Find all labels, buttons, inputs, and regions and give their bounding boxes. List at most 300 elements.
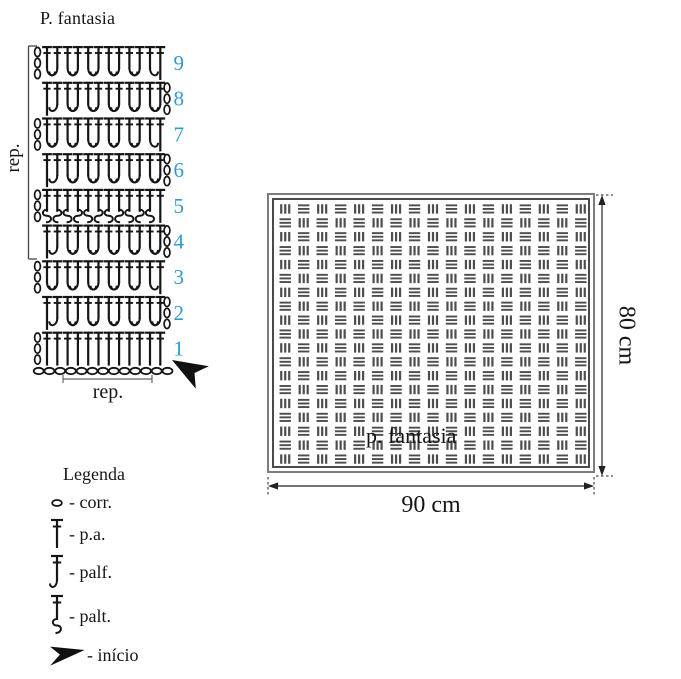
horizontal-bars-symbol — [446, 455, 457, 464]
vertical-bars-symbol — [428, 204, 438, 213]
horizontal-bars-symbol — [464, 246, 475, 255]
horizontal-bars-symbol — [575, 441, 586, 450]
legend-item-label: - p.a. — [69, 523, 106, 544]
vertical-bars-symbol — [372, 218, 382, 227]
horizontal-bars-symbol — [280, 274, 291, 283]
legend-item-chain — [45, 489, 215, 516]
vertical-bars-symbol — [446, 274, 456, 283]
vertical-bars-symbol — [502, 288, 512, 297]
vertical-bars-symbol — [372, 413, 382, 422]
chart-row-1 — [35, 333, 166, 366]
horizontal-bars-symbol — [575, 413, 586, 422]
legend — [45, 464, 215, 671]
start-arrow-icon — [45, 643, 87, 667]
vertical-bars-symbol — [280, 343, 290, 352]
vertical-bars-symbol — [465, 343, 475, 352]
horizontal-bars-symbol — [520, 316, 531, 325]
vertical-bars-symbol — [280, 315, 290, 324]
horizontal-bars-symbol — [501, 246, 512, 255]
horizontal-bars-symbol — [483, 399, 494, 408]
vertical-bars-symbol — [576, 204, 586, 213]
horizontal-bars-symbol — [390, 413, 401, 422]
vertical-bars-symbol — [539, 315, 549, 324]
vertical-bars-symbol — [557, 218, 567, 227]
vertical-bars-symbol — [502, 454, 512, 463]
vertical-bars-symbol — [428, 232, 438, 241]
vertical-bars-symbol — [539, 204, 549, 213]
horizontal-bars-symbol — [335, 427, 346, 436]
horizontal-bars-symbol — [501, 218, 512, 227]
horizontal-bars-symbol — [316, 357, 327, 366]
vertical-bars-symbol — [465, 454, 475, 463]
horizontal-bars-symbol — [335, 204, 346, 213]
vertical-bars-symbol — [280, 399, 290, 408]
vertical-bars-symbol — [446, 413, 456, 422]
horizontal-bars-symbol — [335, 260, 346, 269]
vertical-bars-symbol — [317, 427, 327, 436]
vertical-bars-symbol — [372, 302, 382, 311]
vertical-bars-symbol — [336, 440, 346, 449]
horizontal-bars-symbol — [427, 274, 438, 283]
horizontal-bars-symbol — [464, 385, 475, 394]
vertical-bars-symbol — [520, 302, 530, 311]
horizontal-bars-symbol — [335, 371, 346, 380]
vertical-bars-symbol — [391, 454, 401, 463]
chart-row-6 — [42, 154, 170, 187]
chart-row-8 — [42, 83, 170, 116]
horizontal-bars-symbol — [316, 441, 327, 450]
row-number-8: 8 — [173, 86, 184, 111]
vertical-bars-symbol — [317, 454, 327, 463]
horizontal-bars-symbol — [298, 204, 309, 213]
vertical-bars-symbol — [576, 371, 586, 380]
horizontal-bars-symbol — [298, 232, 309, 241]
vertical-bars-symbol — [483, 274, 493, 283]
vertical-bars-symbol — [409, 385, 419, 394]
horizontal-bars-symbol — [520, 260, 531, 269]
horizontal-bars-symbol — [298, 343, 309, 352]
horizontal-bars-symbol — [409, 371, 420, 380]
vertical-bars-symbol — [539, 260, 549, 269]
legend-item-palt — [45, 593, 215, 639]
vertical-bars-symbol — [299, 413, 309, 422]
horizontal-bars-symbol — [464, 274, 475, 283]
vertical-bars-symbol — [557, 246, 567, 255]
vertical-bars-symbol — [299, 218, 309, 227]
vertical-bars-symbol — [520, 440, 530, 449]
horizontal-bars-symbol — [372, 288, 383, 297]
legend-title: Legenda — [63, 464, 125, 484]
horizontal-bars-symbol — [390, 302, 401, 311]
vertical-bars-symbol — [336, 413, 346, 422]
chart-row-2 — [42, 297, 170, 330]
horizontal-bars-symbol — [372, 343, 383, 352]
row-number-2: 2 — [173, 300, 184, 325]
horizontal-bars-symbol — [446, 204, 457, 213]
vertical-bars-symbol — [299, 329, 309, 338]
horizontal-bars-symbol — [390, 357, 401, 366]
horizontal-bars-symbol — [501, 441, 512, 450]
vertical-bars-symbol — [391, 288, 401, 297]
vertical-bars-symbol — [280, 204, 290, 213]
vertical-bars-symbol — [465, 427, 475, 436]
horizontal-bars-symbol — [335, 288, 346, 297]
horizontal-bars-symbol — [557, 316, 568, 325]
horizontal-bars-symbol — [520, 371, 531, 380]
horizontal-bars-symbol — [335, 343, 346, 352]
horizontal-bars-symbol — [280, 385, 291, 394]
vertical-bars-symbol — [391, 343, 401, 352]
vertical-bars-symbol — [465, 260, 475, 269]
vertical-bars-symbol — [317, 343, 327, 352]
horizontal-bars-symbol — [557, 399, 568, 408]
vertical-bars-symbol — [409, 329, 419, 338]
vertical-bars-symbol — [520, 218, 530, 227]
vertical-bars-symbol — [317, 371, 327, 380]
vertical-bars-symbol — [483, 385, 493, 394]
vertical-bars-symbol — [354, 371, 364, 380]
vertical-bars-symbol — [520, 385, 530, 394]
legend-item-label: - palf. — [69, 562, 112, 582]
vertical-bars-symbol — [372, 357, 382, 366]
horizontal-bars-symbol — [298, 427, 309, 436]
horizontal-bars-symbol — [483, 455, 494, 464]
horizontal-bars-symbol — [390, 246, 401, 255]
vertical-bars-symbol — [317, 315, 327, 324]
horizontal-bars-symbol — [298, 260, 309, 269]
vertical-bars-symbol — [557, 274, 567, 283]
vertical-bars-symbol — [520, 246, 530, 255]
horizontal-bars-symbol — [316, 385, 327, 394]
horizontal-bars-symbol — [427, 218, 438, 227]
horizontal-bars-symbol — [280, 413, 291, 422]
vertical-bars-symbol — [280, 371, 290, 380]
horizontal-bars-symbol — [316, 329, 327, 338]
horizontal-bars-symbol — [409, 316, 420, 325]
horizontal-bars-symbol — [372, 316, 383, 325]
horizontal-bars-symbol — [520, 427, 531, 436]
horizontal-bars-symbol — [427, 329, 438, 338]
horizontal-bars-symbol — [298, 316, 309, 325]
horizontal-bars-symbol — [280, 218, 291, 227]
vertical-bars-symbol — [372, 246, 382, 255]
horizontal-bars-symbol — [372, 399, 383, 408]
foundation-chain — [34, 368, 173, 374]
vertical-bars-symbol — [428, 454, 438, 463]
horizontal-bars-symbol — [557, 288, 568, 297]
vertical-bars-symbol — [299, 357, 309, 366]
vertical-bars-symbol — [409, 357, 419, 366]
vertical-bars-symbol — [409, 302, 419, 311]
vertical-bars-symbol — [576, 288, 586, 297]
horizontal-bars-symbol — [353, 329, 364, 338]
vertical-bars-symbol — [299, 302, 309, 311]
horizontal-bars-symbol — [298, 399, 309, 408]
horizontal-bars-symbol — [353, 302, 364, 311]
horizontal-bars-symbol — [353, 357, 364, 366]
width-dimension-label: 90 cm — [401, 492, 461, 518]
horizontal-bars-symbol — [520, 288, 531, 297]
horizontal-bars-symbol — [557, 343, 568, 352]
horizontal-bars-symbol — [409, 288, 420, 297]
horizontal-bars-symbol — [353, 274, 364, 283]
horizontal-bars-symbol — [557, 260, 568, 269]
vertical-bars-symbol — [354, 399, 364, 408]
horizontal-bars-symbol — [464, 302, 475, 311]
vertical-bars-symbol — [557, 413, 567, 422]
legend-item-inicio — [45, 639, 215, 671]
vertical-bars-symbol — [428, 399, 438, 408]
horizontal-bars-symbol — [483, 316, 494, 325]
vertical-bars-symbol — [483, 329, 493, 338]
back-post-stitch-icon — [45, 594, 69, 638]
horizontal-bars-symbol — [427, 302, 438, 311]
horizontal-bars-symbol — [520, 232, 531, 241]
vertical-bars-symbol — [391, 232, 401, 241]
horizontal-bars-symbol — [390, 385, 401, 394]
vertical-bars-symbol — [483, 246, 493, 255]
vertical-bars-symbol — [354, 454, 364, 463]
horizontal-bars-symbol — [446, 232, 457, 241]
horizontal-bars-symbol — [538, 274, 549, 283]
horizontal-bars-symbol — [446, 316, 457, 325]
horizontal-bars-symbol — [372, 204, 383, 213]
vertical-bars-symbol — [299, 246, 309, 255]
vertical-bars-symbol — [576, 343, 586, 352]
horizontal-bars-symbol — [446, 343, 457, 352]
horizontal-bars-symbol — [464, 218, 475, 227]
vertical-bars-symbol — [391, 260, 401, 269]
horizontal-bars-symbol — [316, 302, 327, 311]
vertical-bars-symbol — [409, 218, 419, 227]
vertical-bars-symbol — [576, 260, 586, 269]
stitch-pattern-title: P. fantasia — [40, 8, 116, 28]
horizontal-bars-symbol — [483, 343, 494, 352]
horizontal-bars-symbol — [483, 260, 494, 269]
horizontal-bars-symbol — [501, 413, 512, 422]
vertical-bars-symbol — [446, 218, 456, 227]
horizontal-bars-symbol — [464, 357, 475, 366]
horizontal-bars-symbol — [390, 329, 401, 338]
vertical-bars-symbol — [428, 343, 438, 352]
horizontal-bars-symbol — [575, 385, 586, 394]
horizontal-bars-symbol — [280, 246, 291, 255]
vertical-bars-symbol — [465, 204, 475, 213]
vertical-bars-symbol — [428, 315, 438, 324]
vertical-bars-symbol — [317, 232, 327, 241]
horizontal-bars-symbol — [557, 204, 568, 213]
horizontal-bars-symbol — [538, 441, 549, 450]
horizontal-bars-symbol — [353, 441, 364, 450]
horizontal-bars-symbol — [390, 274, 401, 283]
horizontal-bars-symbol — [427, 385, 438, 394]
vertical-bars-symbol — [483, 357, 493, 366]
vertical-bars-symbol — [557, 329, 567, 338]
vertical-bars-symbol — [539, 343, 549, 352]
horizontal-bars-symbol — [501, 274, 512, 283]
horizontal-bars-symbol — [446, 371, 457, 380]
vertical-bars-symbol — [465, 232, 475, 241]
vertical-bars-symbol — [409, 413, 419, 422]
horizontal-bars-symbol — [538, 329, 549, 338]
vertical-bars-symbol — [576, 454, 586, 463]
horizontal-repeat-label: rep. — [92, 381, 124, 403]
vertical-bars-symbol — [317, 288, 327, 297]
vertical-bars-symbol — [539, 232, 549, 241]
vertical-bars-symbol — [280, 260, 290, 269]
horizontal-bars-symbol — [427, 357, 438, 366]
double-crochet-icon — [45, 518, 69, 550]
vertical-bars-symbol — [465, 315, 475, 324]
vertical-bars-symbol — [502, 343, 512, 352]
horizontal-bars-symbol — [409, 232, 420, 241]
chart-row-5 — [35, 190, 166, 223]
horizontal-bars-symbol — [335, 316, 346, 325]
vertical-bars-symbol — [520, 274, 530, 283]
horizontal-bars-symbol — [298, 455, 309, 464]
horizontal-bars-symbol — [298, 288, 309, 297]
horizontal-bars-symbol — [557, 427, 568, 436]
vertical-bars-symbol — [409, 274, 419, 283]
horizontal-bars-symbol — [501, 329, 512, 338]
vertical-bars-symbol — [391, 204, 401, 213]
horizontal-bars-symbol — [464, 329, 475, 338]
vertical-bars-symbol — [502, 315, 512, 324]
row-number-9: 9 — [173, 51, 184, 75]
chain-icon — [45, 497, 69, 509]
chart-row-7 — [35, 118, 166, 151]
vertical-bars-symbol — [336, 218, 346, 227]
horizontal-bars-symbol — [575, 357, 586, 366]
horizontal-bars-symbol — [335, 232, 346, 241]
horizontal-bars-symbol — [538, 218, 549, 227]
legend-item-label: - corr. — [69, 492, 112, 512]
vertical-bars-symbol — [502, 427, 512, 436]
vertical-bars-symbol — [280, 454, 290, 463]
horizontal-bars-symbol — [353, 385, 364, 394]
vertical-bars-symbol — [428, 288, 438, 297]
vertical-bars-symbol — [391, 371, 401, 380]
vertical-bars-symbol — [280, 288, 290, 297]
horizontal-bars-symbol — [483, 427, 494, 436]
horizontal-bars-symbol — [557, 455, 568, 464]
horizontal-bars-symbol — [575, 274, 586, 283]
crochet-stitch-chart — [0, 36, 215, 426]
vertical-bars-symbol — [576, 315, 586, 324]
vertical-bars-symbol — [446, 246, 456, 255]
vertical-bars-symbol — [557, 385, 567, 394]
horizontal-bars-symbol — [557, 232, 568, 241]
horizontal-bars-symbol — [316, 218, 327, 227]
horizontal-bars-symbol — [316, 246, 327, 255]
horizontal-bars-symbol — [446, 399, 457, 408]
vertical-bars-symbol — [502, 371, 512, 380]
vertical-bars-symbol — [317, 204, 327, 213]
horizontal-bars-symbol — [353, 413, 364, 422]
vertical-bars-symbol — [502, 399, 512, 408]
vertical-bars-symbol — [354, 343, 364, 352]
vertical-bars-symbol — [299, 440, 309, 449]
vertical-bars-symbol — [576, 427, 586, 436]
row-number-3: 3 — [173, 265, 184, 290]
vertical-bars-symbol — [483, 302, 493, 311]
horizontal-bars-symbol — [280, 441, 291, 450]
vertical-bars-symbol — [539, 399, 549, 408]
vertical-bars-symbol — [446, 385, 456, 394]
vertical-bars-symbol — [336, 302, 346, 311]
chart-row-3 — [35, 261, 166, 294]
vertical-bars-symbol — [354, 315, 364, 324]
row-number-4: 4 — [173, 229, 184, 254]
vertical-bars-symbol — [336, 357, 346, 366]
horizontal-bars-symbol — [353, 246, 364, 255]
horizontal-bars-symbol — [575, 329, 586, 338]
horizontal-bars-symbol — [409, 343, 420, 352]
horizontal-bars-symbol — [501, 385, 512, 394]
vertical-bars-symbol — [557, 440, 567, 449]
horizontal-bars-symbol — [575, 218, 586, 227]
horizontal-bars-symbol — [483, 204, 494, 213]
horizontal-bars-symbol — [409, 204, 420, 213]
vertical-repeat-label: rep. — [3, 143, 24, 173]
horizontal-bars-symbol — [501, 302, 512, 311]
legend-item-label: - palt. — [69, 605, 111, 626]
vertical-bars-symbol — [280, 232, 290, 241]
vertical-bars-symbol — [502, 260, 512, 269]
legend-item-pa — [45, 516, 215, 552]
chart-row-4 — [42, 226, 170, 259]
vertical-bars-symbol — [317, 399, 327, 408]
horizontal-bars-symbol — [520, 455, 531, 464]
horizontal-bars-symbol — [372, 232, 383, 241]
vertical-bars-symbol — [317, 260, 327, 269]
horizontal-bars-symbol — [280, 302, 291, 311]
horizontal-bars-symbol — [409, 260, 420, 269]
horizontal-bars-symbol — [538, 385, 549, 394]
vertical-bars-symbol — [576, 399, 586, 408]
vertical-bars-symbol — [539, 454, 549, 463]
vertical-bars-symbol — [539, 371, 549, 380]
horizontal-bars-symbol — [372, 455, 383, 464]
horizontal-bars-symbol — [575, 302, 586, 311]
horizontal-bars-symbol — [557, 371, 568, 380]
vertical-bars-symbol — [354, 204, 364, 213]
vertical-bars-symbol — [520, 357, 530, 366]
vertical-bars-symbol — [299, 385, 309, 394]
vertical-bars-symbol — [299, 274, 309, 283]
horizontal-bars-symbol — [372, 371, 383, 380]
horizontal-bars-symbol — [427, 413, 438, 422]
horizontal-bars-symbol — [335, 455, 346, 464]
vertical-bars-symbol — [502, 232, 512, 241]
vertical-bars-symbol — [336, 246, 346, 255]
vertical-bars-symbol — [336, 274, 346, 283]
vertical-bars-symbol — [354, 427, 364, 436]
horizontal-bars-symbol — [409, 399, 420, 408]
vertical-bars-symbol — [336, 329, 346, 338]
vertical-bars-symbol — [502, 204, 512, 213]
height-dimension-line — [596, 195, 613, 476]
horizontal-bars-symbol — [520, 399, 531, 408]
horizontal-bars-symbol — [501, 357, 512, 366]
horizontal-bars-symbol — [316, 413, 327, 422]
vertical-bars-symbol — [446, 357, 456, 366]
horizontal-bars-symbol — [390, 218, 401, 227]
legend-item-label: - início — [87, 644, 139, 665]
vertical-bars-symbol — [557, 357, 567, 366]
vertical-bars-symbol — [483, 440, 493, 449]
vertical-bars-symbol — [336, 385, 346, 394]
